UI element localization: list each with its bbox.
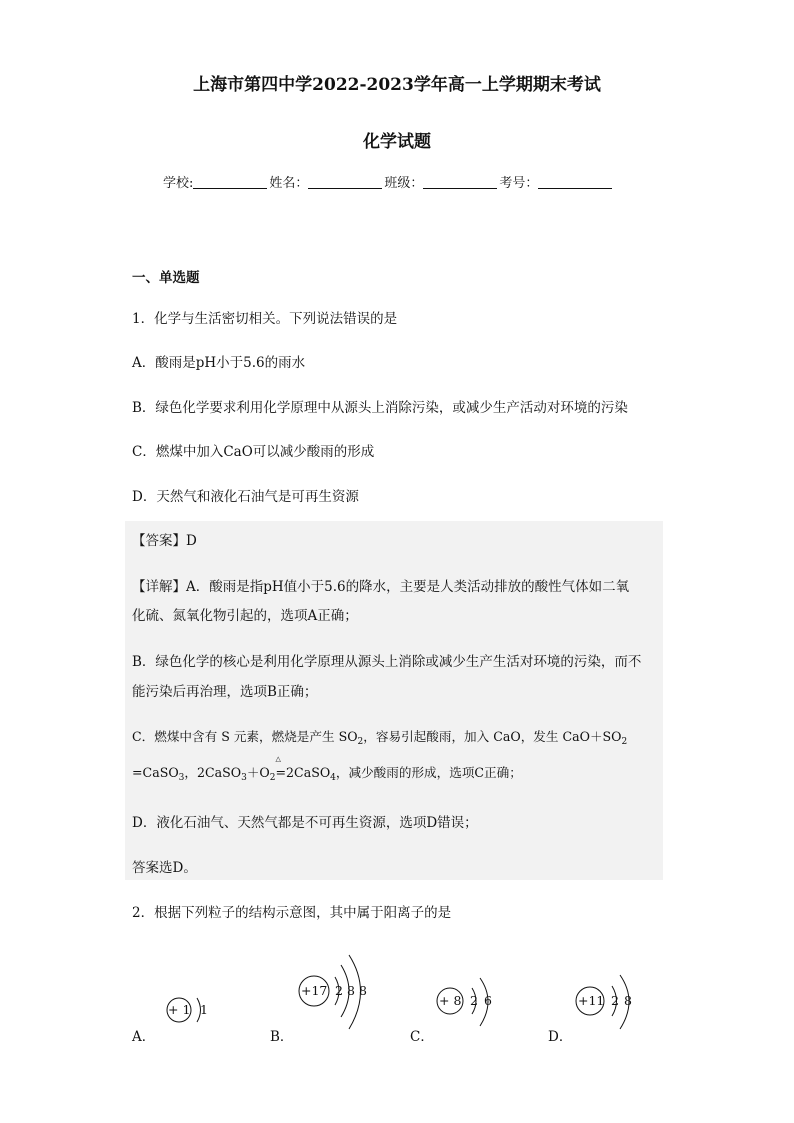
page-subtitle: 化学试题 bbox=[363, 132, 431, 152]
shell-electrons: 8 bbox=[624, 993, 632, 1008]
equation-part: ，2CaSO bbox=[184, 765, 242, 780]
subscript: 2 bbox=[357, 737, 364, 747]
subscript: 4 bbox=[330, 773, 336, 783]
detail-a-line-1: 【详解】A．酸雨是指pH值小于5.6的降水，主要是人类活动排放的酸性气体如二氧 bbox=[132, 579, 630, 595]
subscript: 3 bbox=[241, 773, 247, 783]
shell-electrons: 2 bbox=[470, 993, 478, 1008]
answer-line: 【答案】D bbox=[132, 533, 197, 549]
conclusion-line: 答案选D。 bbox=[132, 860, 197, 876]
option-c-letter: C． bbox=[410, 1029, 434, 1045]
question-1-option-d: D．天然气和液化石油气是可再生资源 bbox=[132, 489, 359, 505]
nucleus-label: + 8 bbox=[439, 993, 462, 1008]
page-title: 上海市第四中学2022-2023学年高一上学期期末考试 bbox=[193, 75, 601, 95]
option-b-letter: B． bbox=[270, 1029, 294, 1045]
name-blank bbox=[308, 174, 382, 189]
atom-diagram-c bbox=[436, 976, 506, 1028]
class-blank bbox=[423, 174, 497, 189]
atom-diagram-b bbox=[297, 955, 387, 1030]
equation-part: =CaSO bbox=[132, 765, 179, 780]
detail-d-line: D．液化石油气、天然气都是不可再生资源，选项D错误； bbox=[132, 815, 478, 831]
class-label: 班级： bbox=[384, 176, 424, 191]
exam-number-label: 考号： bbox=[499, 176, 539, 191]
question-1-option-c: C．燃煤中加入CaO可以减少酸雨的形成 bbox=[132, 444, 375, 460]
school-blank bbox=[193, 174, 267, 189]
question-1-stem: 1．化学与生活密切相关。下列说法错误的是 bbox=[132, 311, 398, 327]
nucleus-label: + 1 bbox=[168, 1002, 191, 1017]
subscript: 3 bbox=[178, 773, 185, 783]
detail-c-line-2 bbox=[132, 755, 522, 783]
name-label: 姓名： bbox=[269, 176, 309, 191]
nucleus-label: +17 bbox=[301, 983, 328, 998]
equation-part: ，减少酸雨的形成，选项C正确； bbox=[335, 765, 522, 780]
section-title: 一、单选题 bbox=[132, 270, 200, 286]
equation-part: ＋O bbox=[246, 765, 270, 780]
exam-number-blank bbox=[538, 174, 612, 189]
detail-c-line-1 bbox=[132, 726, 627, 747]
heat-symbol: △ bbox=[275, 755, 281, 763]
question-2-stem: 2．根据下列粒子的结构示意图，其中属于阳离子的是 bbox=[132, 905, 452, 921]
option-d-letter: D． bbox=[548, 1029, 573, 1045]
option-a-letter: A． bbox=[132, 1029, 156, 1045]
student-info-row bbox=[163, 172, 614, 191]
question-1-option-b: B．绿色化学要求利用化学原理中从源头上消除污染，或减少生产活动对环境的污染 bbox=[132, 400, 628, 416]
subscript: 2 bbox=[269, 773, 276, 783]
atom-diagram-a bbox=[164, 995, 224, 1025]
detail-b-line-2: 能污染后再治理，选项B正确； bbox=[132, 684, 318, 700]
detail-c-text-1: C．燃煤中含有 S 元素，燃烧是产生 SO bbox=[132, 729, 358, 744]
atom-diagram-d bbox=[575, 972, 650, 1032]
detail-b-line-1: B．绿色化学的核心是利用化学原理从源头上消除或减少生产生活对环境的污染，而不 bbox=[132, 654, 642, 670]
equation-part: 2CaSO bbox=[286, 765, 331, 780]
shell-electrons: 2 bbox=[611, 993, 619, 1008]
detail-a-line-2: 化硫、氮氧化物引起的，选项A正确； bbox=[132, 608, 358, 624]
shell-electrons: 8 bbox=[347, 983, 355, 998]
school-label: 学校: bbox=[163, 176, 194, 191]
shell-electrons: 8 bbox=[359, 983, 367, 998]
shell-electrons: 1 bbox=[200, 1002, 208, 1017]
nucleus-label: +11 bbox=[578, 993, 605, 1008]
subscript: 2 bbox=[621, 737, 628, 747]
shell-electrons: 6 bbox=[484, 993, 492, 1008]
question-1-option-a: A．酸雨是pH小于5.6的雨水 bbox=[132, 355, 306, 371]
detail-c-text-2: ，容易引起酸雨，加入 CaO，发生 CaO＋SO bbox=[363, 729, 622, 744]
heat-equals-sign: △ = bbox=[275, 755, 287, 780]
shell-electrons: 2 bbox=[335, 983, 343, 998]
